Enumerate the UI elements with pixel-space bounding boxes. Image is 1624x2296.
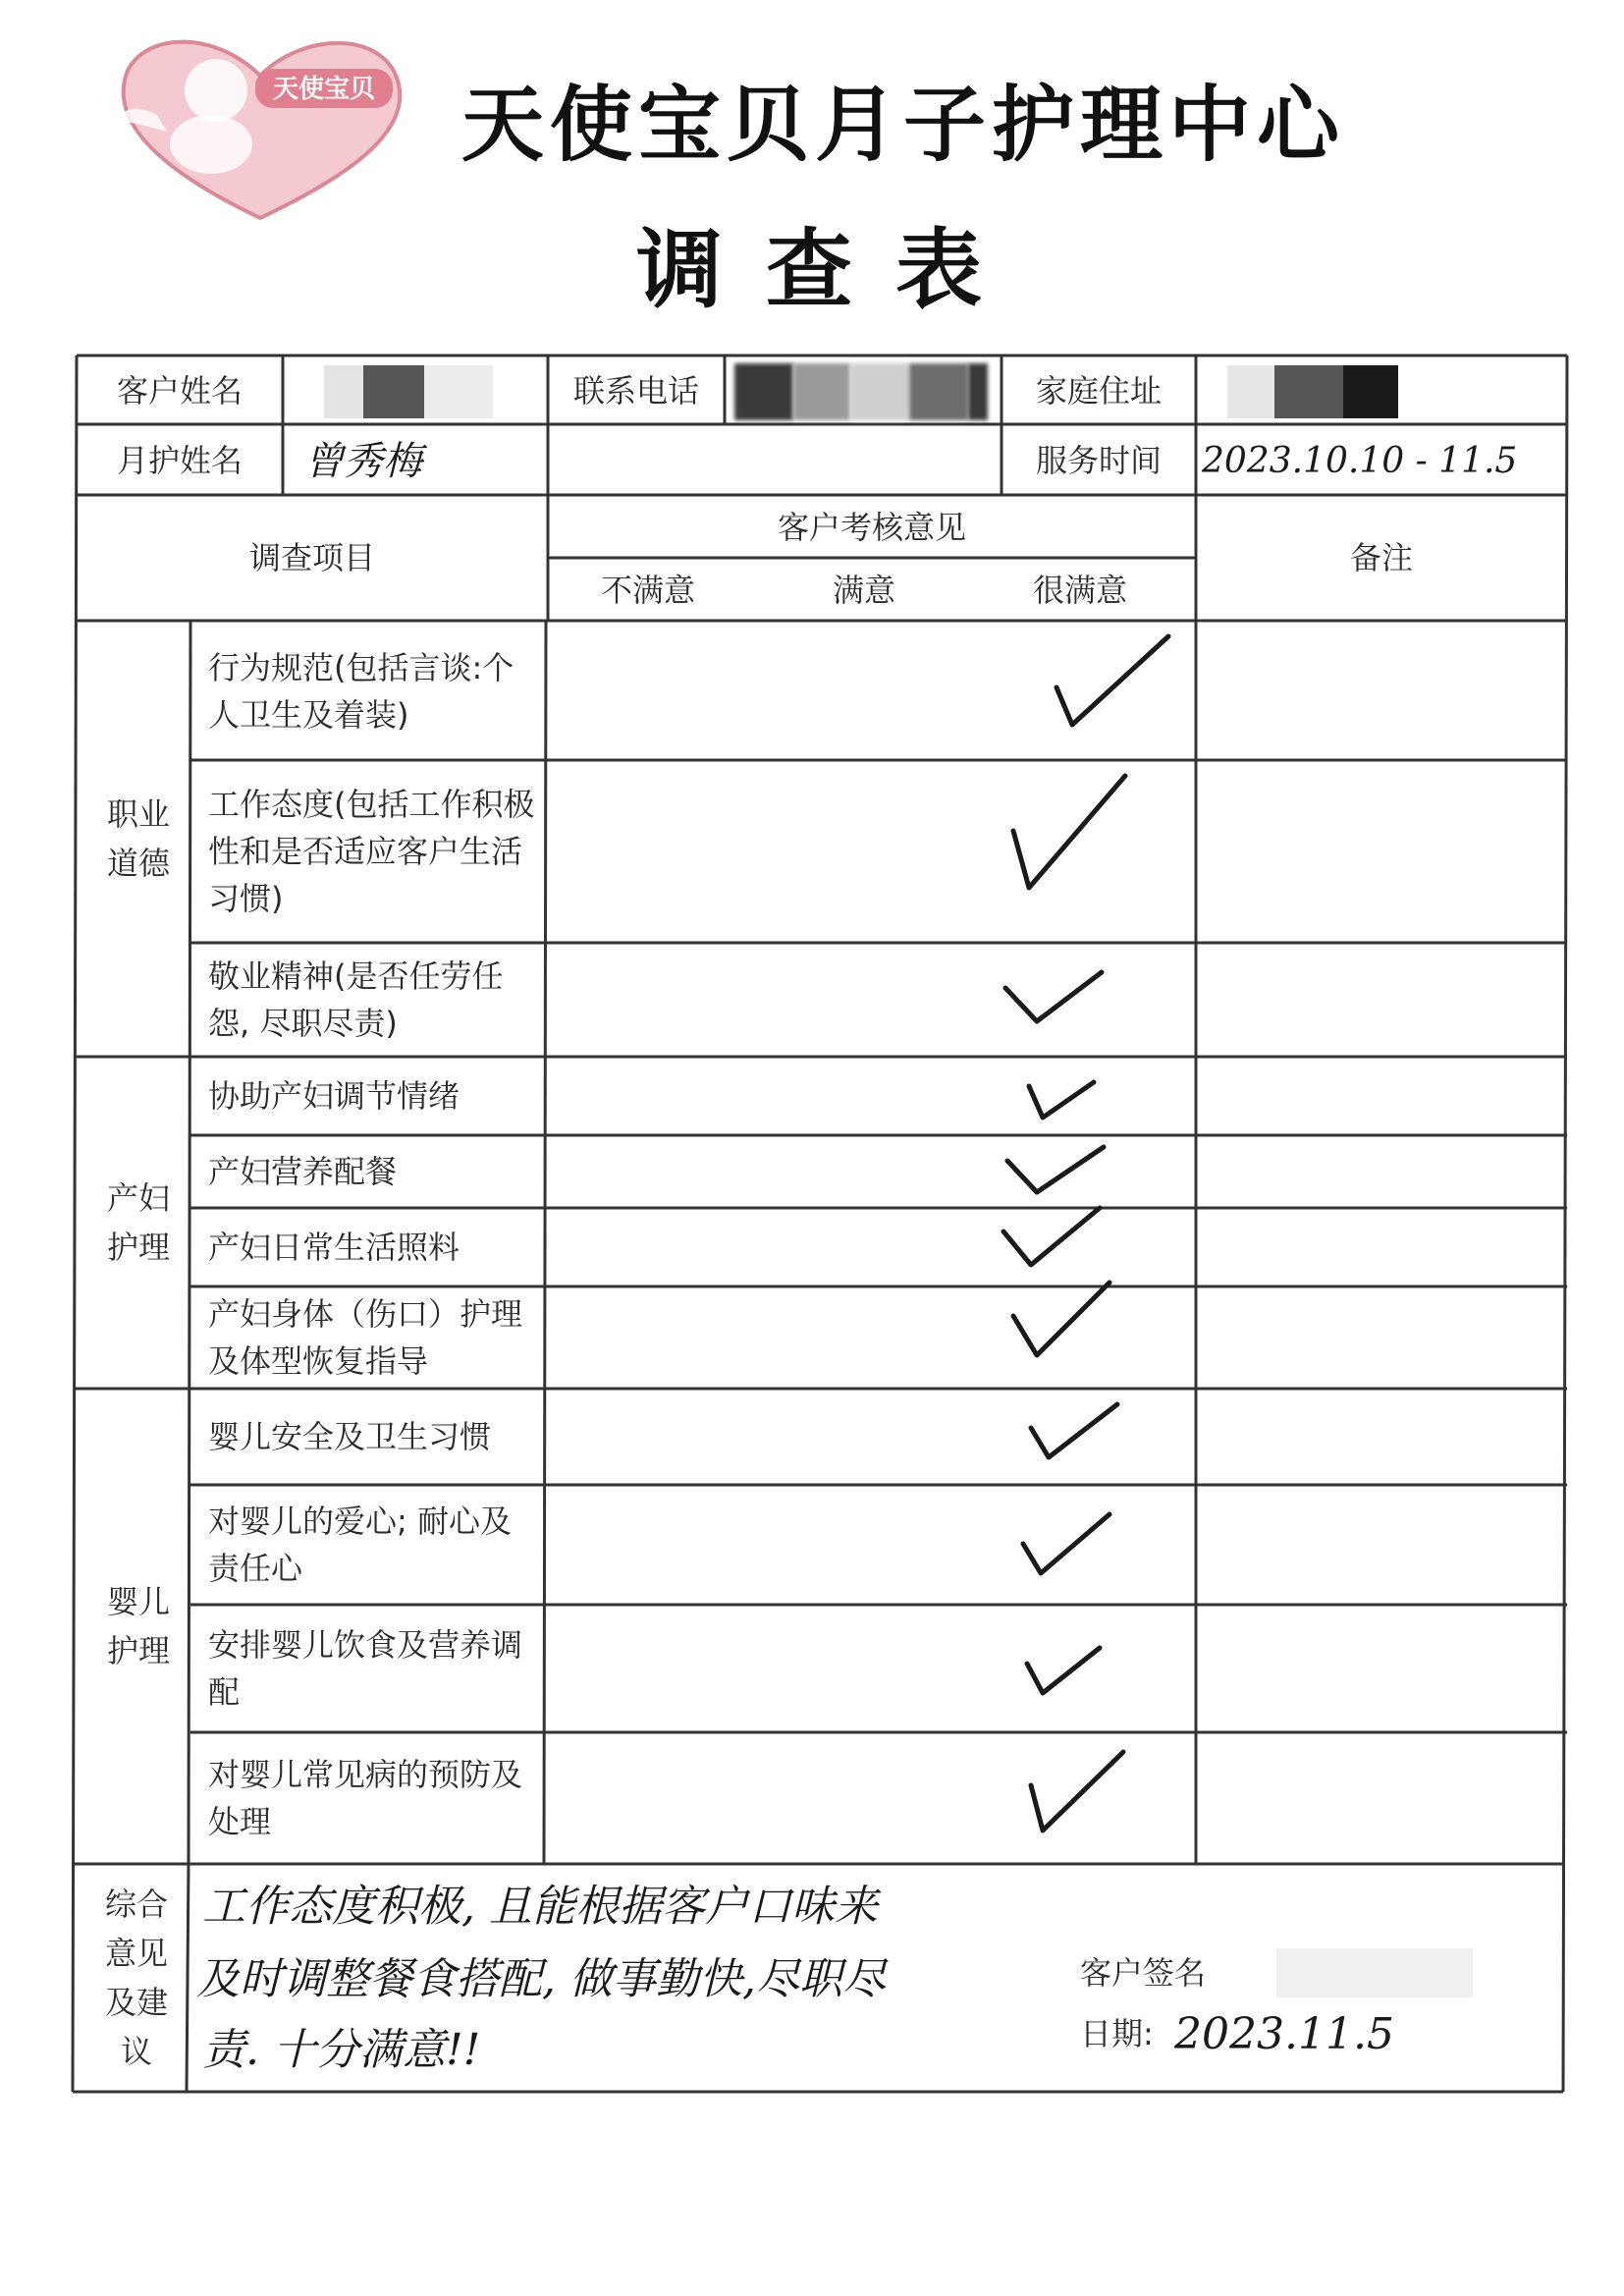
redaction-block: [1274, 365, 1343, 418]
level-very-satisfied-header: 很满意: [1032, 572, 1127, 609]
item-dedication: 敬业精神(是否任劳任怨, 尽职尽责): [208, 957, 504, 1042]
item-behavior-norms: 行为规范(包括言谈:个人卫生及着装): [208, 649, 514, 734]
check-mark-icon: [1051, 630, 1178, 738]
redaction-block: [1343, 365, 1398, 418]
summary-comment-line-1: 工作态度积极, 且能根据客户口味来: [202, 1882, 878, 1932]
check-mark-icon: [1025, 1746, 1129, 1840]
summary-comment-line-3: 责. 十分满意!!: [202, 2025, 481, 2075]
redaction-block: [363, 365, 424, 418]
item-infant-feeding: 安排婴儿饮食及营养调配: [208, 1626, 523, 1711]
redaction-block: [1227, 365, 1274, 418]
level-satisfied-header: 满意: [832, 572, 895, 609]
service-time-label: 服务时间: [1035, 442, 1162, 479]
group-label-professional-ethics: 职业道德: [106, 795, 170, 882]
nurse-name-value: 曾秀梅: [304, 439, 422, 484]
service-time-value: 2023.10.10 - 11.5: [1202, 441, 1518, 481]
check-mark-icon: [1017, 1508, 1115, 1583]
form-subtitle: 调查表: [636, 219, 1026, 320]
item-body-recovery: 产妇身体（伤口）护理及体型恢复指导: [208, 1295, 523, 1380]
check-mark-icon: [1021, 1642, 1106, 1701]
redaction-block: [324, 365, 363, 418]
redaction-block: [734, 363, 793, 420]
logo-text: 天使宝贝: [272, 75, 376, 104]
item-daily-care: 产妇日常生活照料: [208, 1229, 460, 1266]
summary-label: 综合意见及建议: [104, 1886, 168, 2070]
level-dissatisfied-header: 不满意: [600, 572, 695, 609]
page-title: 天使宝贝月子护理中心: [461, 77, 1346, 173]
item-infant-patience: 对婴儿的爱心; 耐心及责任心: [208, 1503, 512, 1587]
redaction-block: [1276, 1948, 1473, 1997]
check-mark-icon: [1025, 1398, 1123, 1467]
summary-comment-line-2: 及时调整餐食搭配, 做事勤快,尽职尽: [196, 1954, 886, 2004]
redaction-block: [793, 363, 850, 420]
phone-label: 联系电话: [572, 372, 699, 410]
item-infant-safety: 婴儿安全及卫生习惯: [208, 1418, 492, 1455]
item-nutrition-meals: 产妇营养配餐: [208, 1153, 398, 1190]
remark-header: 备注: [1349, 539, 1413, 576]
check-mark-icon: [1001, 1141, 1110, 1200]
nurse-name-label: 月护姓名: [116, 442, 243, 479]
date-value: 2023.11.5: [1174, 2009, 1394, 2059]
check-mark-icon: [998, 1202, 1106, 1273]
item-mood-support: 协助产妇调节情绪: [208, 1077, 460, 1115]
check-mark-icon: [1000, 966, 1108, 1035]
group-label-infant-care: 婴儿护理: [106, 1583, 170, 1669]
check-mark-icon: [1023, 1076, 1102, 1125]
survey-item-header: 调查项目: [248, 539, 375, 576]
redaction-block: [424, 365, 493, 418]
date-label: 日期:: [1080, 2015, 1154, 2052]
check-mark-icon: [1005, 770, 1133, 898]
customer-signature-label: 客户签名: [1080, 1954, 1207, 1992]
redaction-block: [909, 363, 968, 420]
check-mark-icon: [1007, 1277, 1115, 1365]
customer-opinion-header: 客户考核意见: [777, 509, 966, 546]
redaction-block: [850, 363, 909, 420]
customer-name-label: 客户姓名: [116, 372, 243, 410]
group-label-maternal-care: 产妇护理: [106, 1179, 170, 1266]
item-infant-illness: 对婴儿常见病的预防及处理: [208, 1756, 523, 1840]
redaction-block: [968, 363, 988, 420]
item-work-attitude: 工作态度(包括工作积极性和是否适应客户生活习惯): [208, 786, 535, 917]
address-label: 家庭住址: [1035, 372, 1162, 410]
